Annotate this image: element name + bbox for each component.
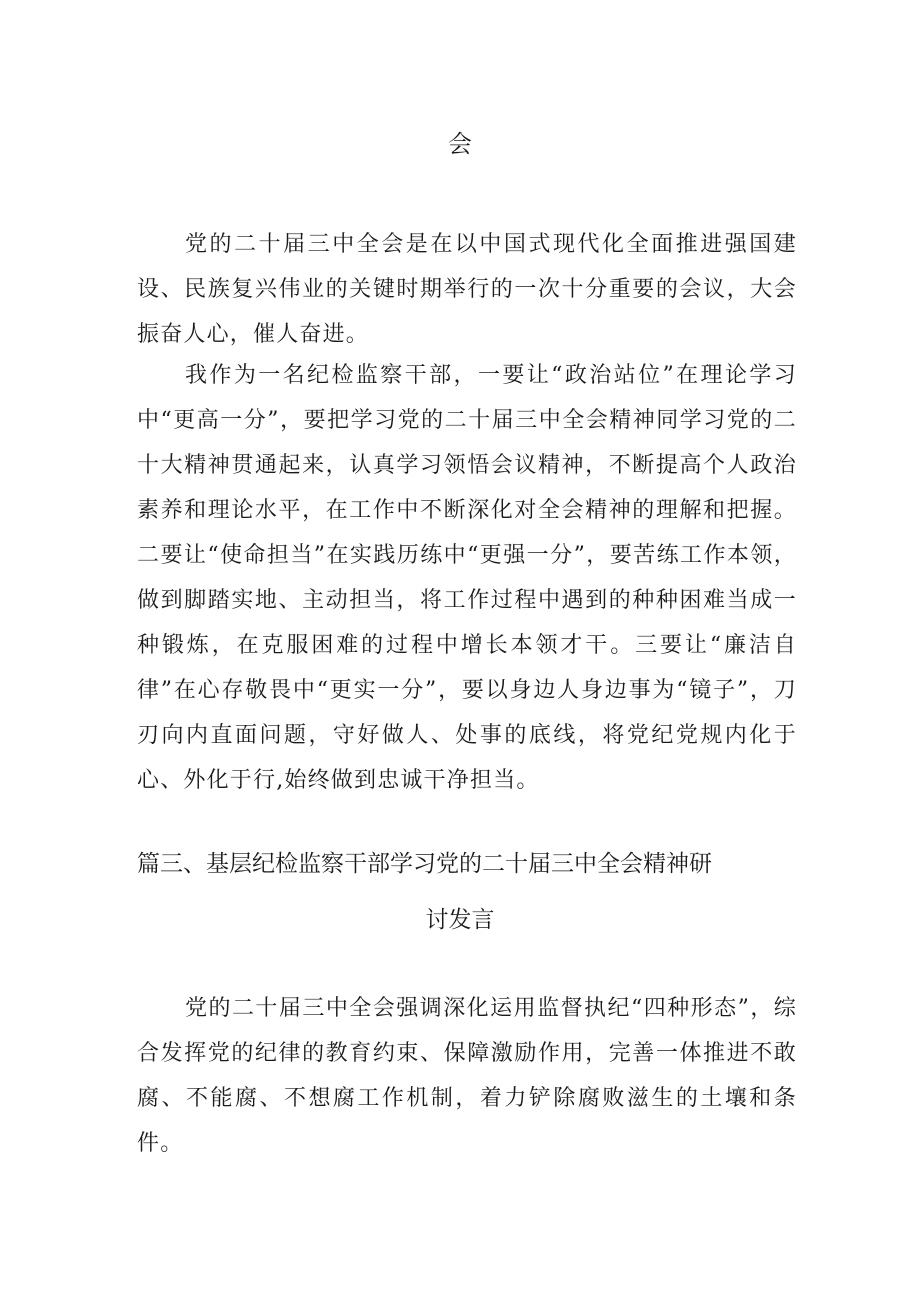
paragraph-1: 党的二十届三中全会是在以中国式现代化全面推进强国建设、民族复兴伟业的关键时期举行的一次十分重要的会议，大会振奋人心，催人奋进。 — [137, 232, 797, 347]
paragraph-2: 我作为一名纪检监察干部，一要让“政治站位”在理论学习中“更高一分”，要把学习党的二十届三中全会精神同学习党的二十大精神贯通起来，认真学习领悟会议精神，不断提高个人政治素养和理论水平，在工作中不断深化对全会精神的理解和把握。二要让“使命担当”在实践历练中“更强一分”，要苦练工作本领，做到脚踏实地、主动担当，将工作过程中遇到的种种困难当成一种锻炼，在克服困难的过程中增长本领才干。三要让“廉洁自律”在心存敬畏中“更实一分”，要以身边人身边事为“镜子”，刀刃向内直面问题，守好做人、处事的底线，将党纪党规内化于心、外化于行,始终做到忠诚干净担当。 — [137, 363, 797, 793]
paragraph-3: 党的二十届三中全会强调深化运用监督执纪“四种形态”，综合发挥党的纪律的教育约束、保障激励作用，完善一体推进不敢腐、不能腐、不想腐工作机制，着力铲除腐败滋生的土壤和条件。 — [137, 996, 797, 1156]
section-title-tail: 会 — [448, 130, 472, 158]
section-heading-line-1: 篇三、基层纪检监察干部学习党的二十届三中全会精神研 — [137, 851, 712, 877]
section-heading-line-2: 讨发言 — [425, 907, 495, 933]
